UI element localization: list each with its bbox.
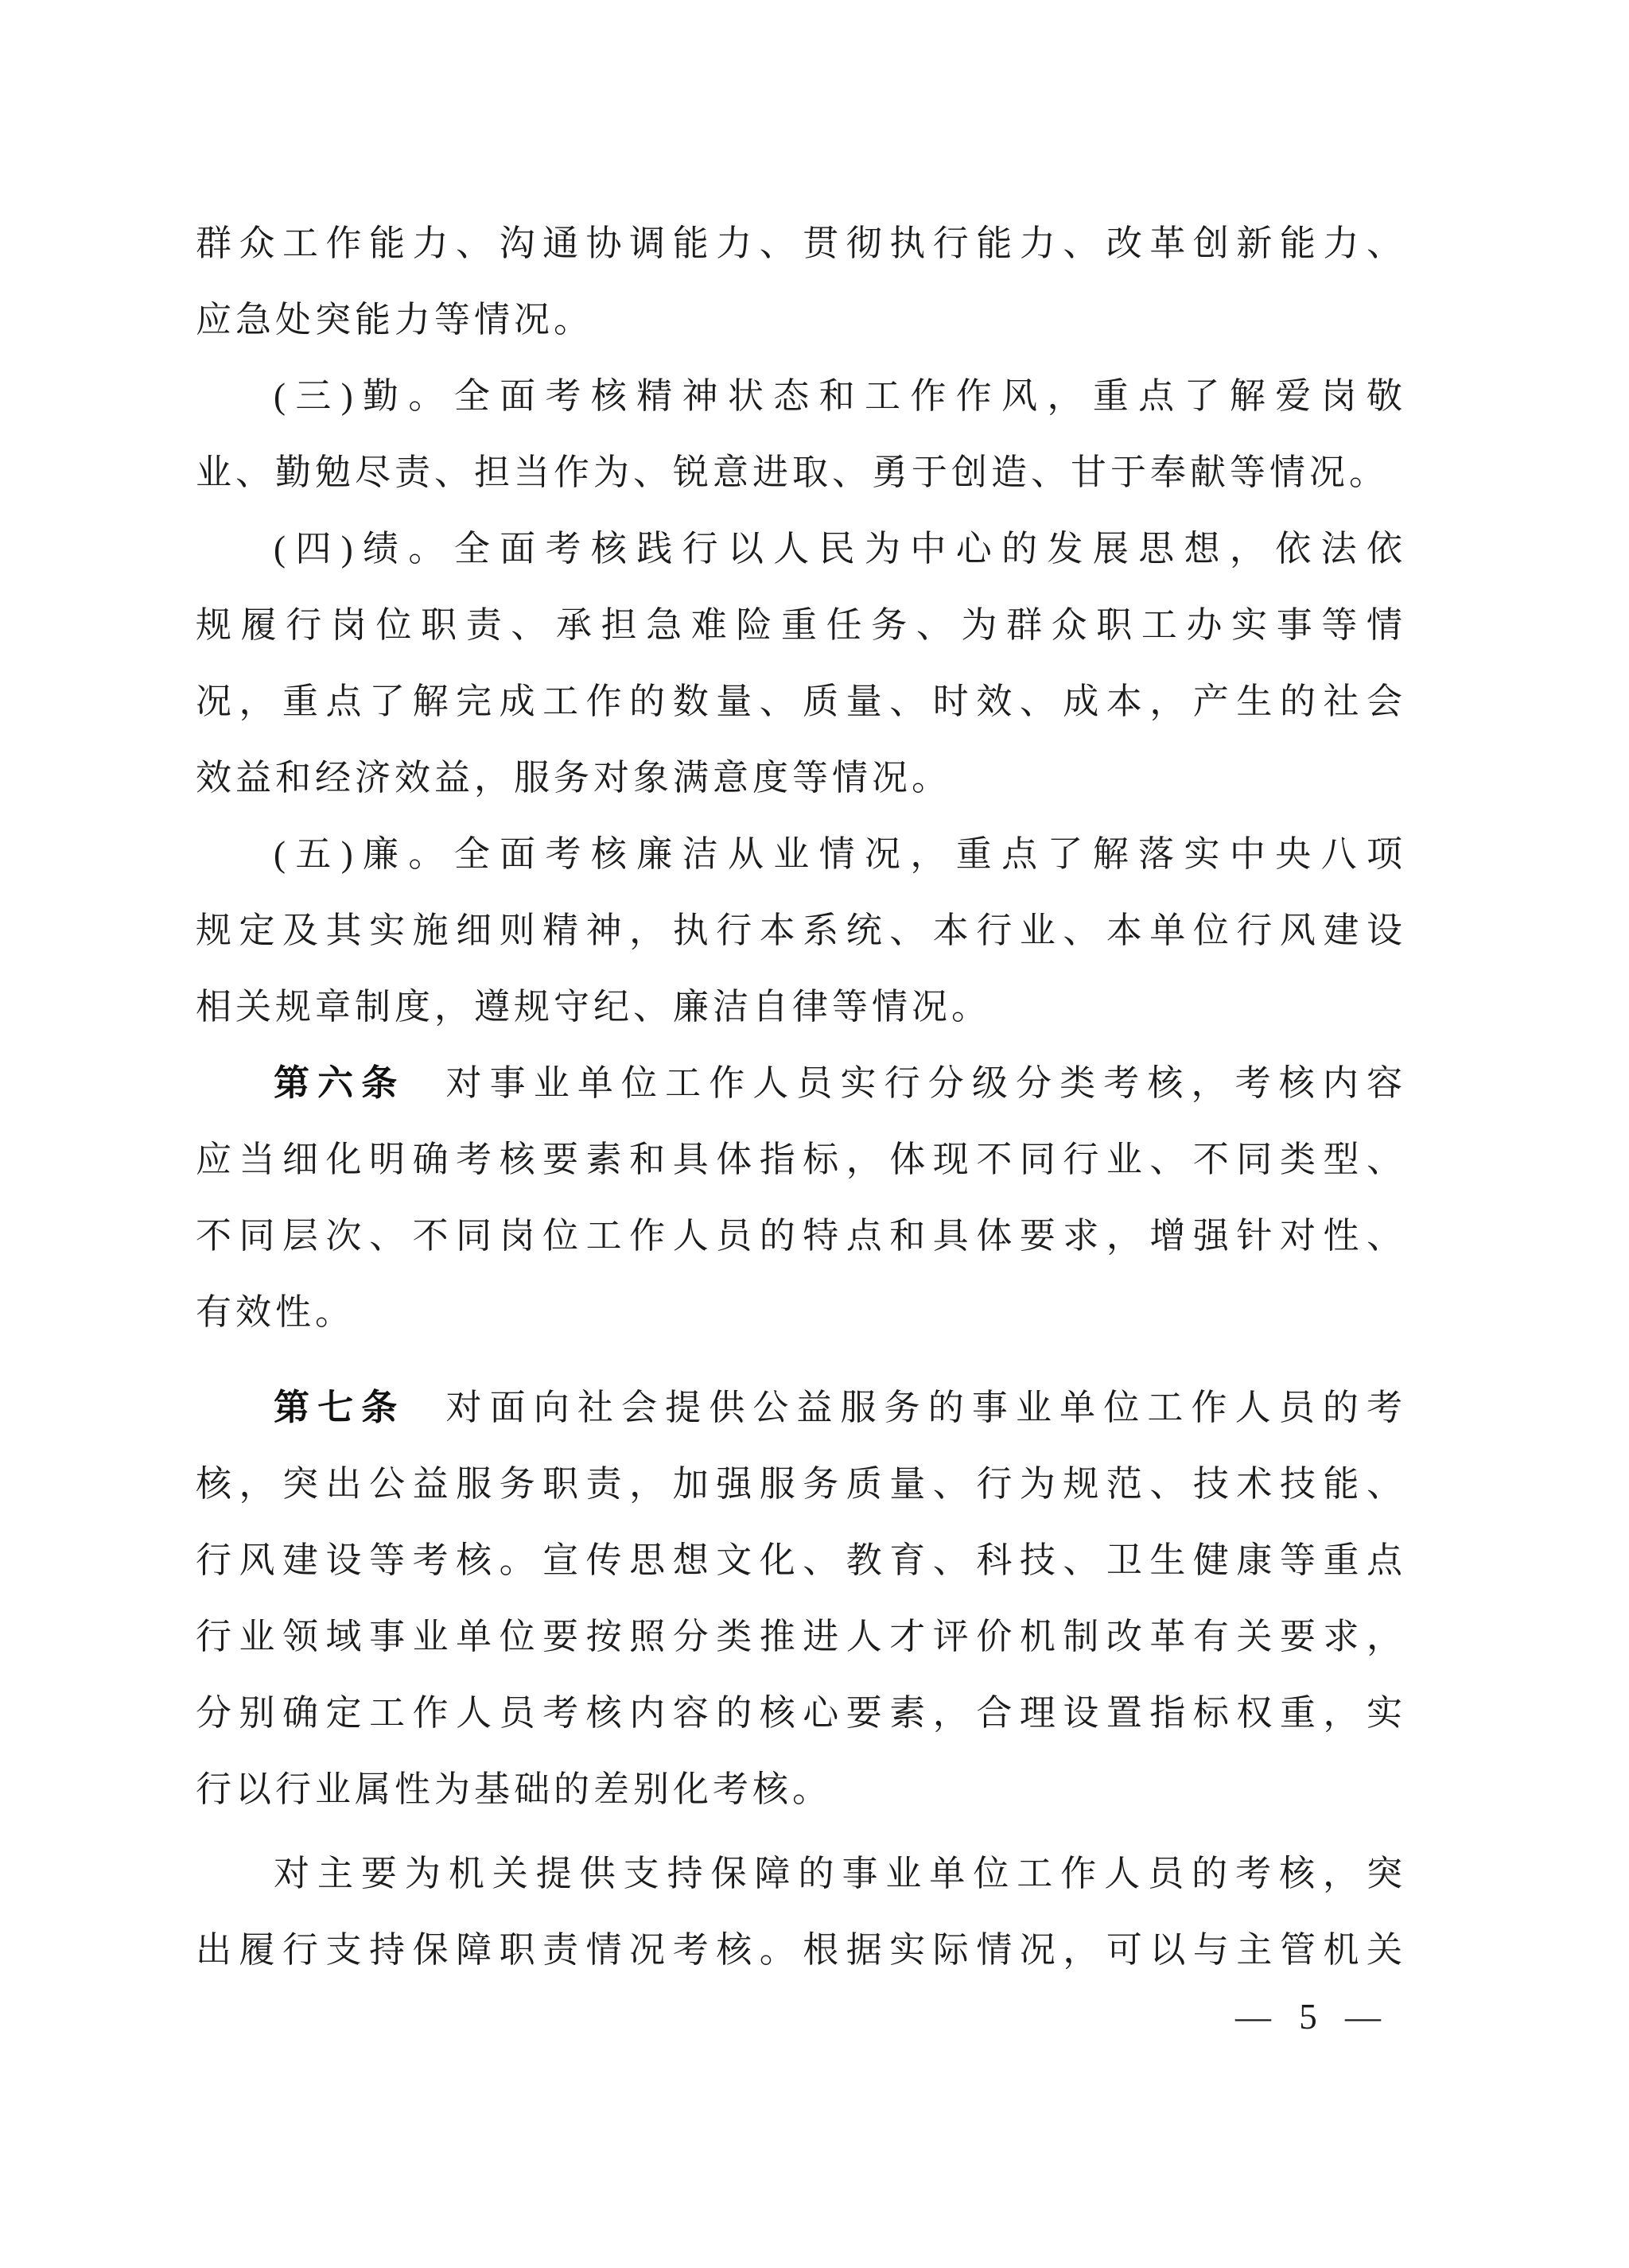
text-line: 有效性。 [196,1292,356,1332]
para-article-7 [196,1369,1406,1827]
para-item-qin [196,358,1406,511]
line-text: 对面向社会提供公益服务的事业单位工作人员的考 [441,1388,1406,1427]
text-line: 应急处突能力等情况。 [196,300,594,340]
page-number: — 5 — [1235,1997,1390,2037]
article-number-label: 第六条 [274,1062,406,1103]
text-line: (五)廉。全面考核廉洁从业情况，重点了解落实中央八项 [274,834,1406,874]
text-line: 分别确定工作人员考核内容的核心要素，合理设置指标权重，实 [196,1693,1406,1733]
para-support-guarantee [196,1835,1406,1988]
text-line: (三)勤。全面考核精神状态和工作作风，重点了解爱岗敬 [274,376,1406,416]
text-line [196,1369,1406,1446]
text-line: 不同层次、不同岗位工作人员的特点和具体要求，增强针对性、 [196,1216,1406,1256]
text-line: 行业领域事业单位要按照分类推进人才评价机制改革有关要求， [196,1617,1406,1656]
text-line: 出履行支持保障职责情况考核。根据实际情况，可以与主管机关 [196,1930,1406,1970]
text-line: 效益和经济效益，服务对象满意度等情况。 [196,758,952,798]
text-line: 规履行岗位职责、承担急难险重任务、为群众职工办实事等情 [196,605,1406,645]
para-item-ji [196,511,1406,816]
para-article-6 [196,1045,1406,1350]
text-line: 对主要为机关提供支持保障的事业单位工作人员的考核，突 [274,1854,1406,1893]
text-line: (四)绩。全面考核践行以人民为中心的发展思想，依法依 [274,529,1406,569]
para-item-lian [196,816,1406,1045]
line-text: 对事业单位工作人员实行分级分类考核，考核内容 [441,1063,1406,1103]
text-line: 况，重点了解完成工作的数量、质量、时效、成本，产生的社会 [196,682,1406,721]
text-line: 核，突出公益服务职责，加强服务质量、行为规范、技术技能、 [196,1464,1406,1504]
article-number-label: 第七条 [274,1387,406,1427]
text-line: 应当细化明确考核要素和具体指标，体现不同行业、不同类型、 [196,1140,1406,1179]
text-line: 相关规章制度，遵规守纪、廉洁自律等情况。 [196,987,992,1027]
text-line: 业、勤勉尽责、担当作为、锐意进取、勇于创造、甘于奉献等情况。 [196,452,1390,492]
para-continuation [196,205,1406,358]
text-line: 行以行业属性为基础的差别化考核。 [196,1769,833,1809]
text-line: 行风建设等考核。宣传思想文化、教育、科技、卫生健康等重点 [196,1540,1406,1580]
text-line [196,1045,1406,1121]
document-body [196,205,1406,1988]
text-line: 规定及其实施细则精神，执行本系统、本行业、本单位行风建设 [196,911,1406,950]
text-line: 群众工作能力、沟通协调能力、贯彻执行能力、改革创新能力、 [196,223,1406,263]
